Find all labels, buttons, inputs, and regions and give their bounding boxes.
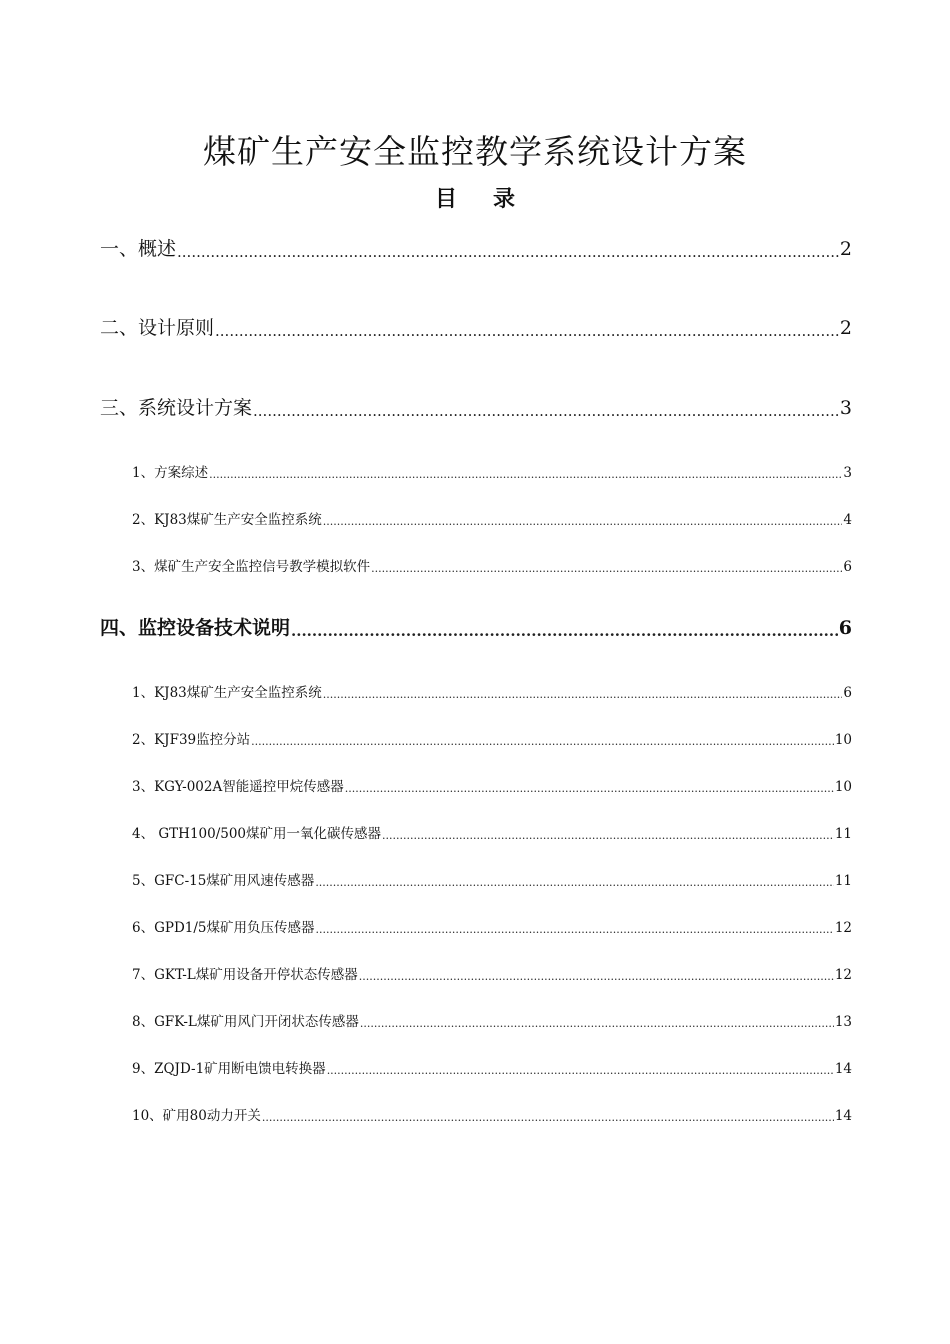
toc-page-number: 12 bbox=[834, 920, 852, 936]
toc-page-number: 12 bbox=[834, 967, 852, 983]
toc-entry-title: 6、GPD1/5煤矿用负压传感器 bbox=[132, 920, 315, 936]
toc-entry-title: 1、KJ83煤矿生产安全监控系统 bbox=[132, 685, 322, 701]
toc-subentry[interactable] bbox=[132, 463, 852, 483]
toc-page-number: 14 bbox=[834, 1108, 852, 1124]
toc-entry-title: 10、矿用80动力开关 bbox=[132, 1108, 261, 1124]
toc-dot-leader bbox=[316, 921, 834, 938]
toc-entry-title: 四、监控设备技术说明 bbox=[100, 617, 291, 639]
toc-entry-overview[interactable] bbox=[100, 235, 852, 263]
toc-dot-leader bbox=[209, 466, 842, 483]
toc-subentry[interactable] bbox=[132, 1012, 852, 1032]
toc-page-number: 6 bbox=[843, 685, 852, 701]
toc-entry-title: 2、KJ83煤矿生产安全监控系统 bbox=[132, 512, 322, 528]
toc-subentry[interactable] bbox=[132, 965, 852, 985]
toc-dot-leader bbox=[359, 968, 834, 985]
toc-heading-char-1: 目 bbox=[434, 187, 457, 212]
toc-entry-title: 8、GFK-L煤矿用风门开闭状态传感器 bbox=[132, 1014, 359, 1030]
toc-entry-title: 3、煤矿生产安全监控信号教学模拟软件 bbox=[132, 559, 371, 575]
toc-page-number: 4 bbox=[843, 512, 852, 528]
toc-dot-leader bbox=[262, 1109, 834, 1126]
toc-entry-design-principles[interactable] bbox=[100, 314, 852, 342]
toc-entry-title: 2、KJF39监控分站 bbox=[132, 732, 251, 748]
toc-entry-equipment-specs[interactable] bbox=[100, 614, 852, 642]
toc-page-number: 13 bbox=[834, 1014, 852, 1030]
toc-page-number: 3 bbox=[839, 397, 852, 419]
toc-entry-title: 4、 GTH100/500煤矿用一氧化碳传感器 bbox=[132, 826, 382, 842]
toc-dot-leader bbox=[251, 733, 834, 750]
toc-subentry[interactable] bbox=[132, 557, 852, 577]
toc-subentry[interactable] bbox=[132, 1106, 852, 1126]
toc-entry-title: 一、概述 bbox=[100, 238, 177, 260]
toc-dot-leader bbox=[215, 320, 839, 342]
toc-page-number: 10 bbox=[834, 779, 852, 795]
toc-page-number: 14 bbox=[834, 1061, 852, 1077]
toc-entry-title: 7、GKT-L煤矿用设备开停状态传感器 bbox=[132, 967, 358, 983]
toc-entry-title: 3、KGY-002A智能遥控甲烷传感器 bbox=[132, 779, 344, 795]
toc-entry-title: 5、GFC-15煤矿用风速传感器 bbox=[132, 873, 315, 889]
toc-heading bbox=[0, 184, 950, 216]
toc-subentry[interactable] bbox=[132, 918, 852, 938]
toc-dot-leader bbox=[327, 1062, 834, 1079]
toc-dot-leader bbox=[360, 1015, 834, 1032]
toc-entry-system-design[interactable] bbox=[100, 394, 852, 422]
toc-page-number: 2 bbox=[839, 317, 852, 339]
toc-page-number: 3 bbox=[843, 465, 852, 481]
toc-dot-leader bbox=[315, 874, 834, 891]
toc-subentry[interactable] bbox=[132, 683, 852, 703]
toc-dot-leader bbox=[345, 780, 834, 797]
toc-page-number: 11 bbox=[834, 873, 852, 889]
toc-page-number: 6 bbox=[843, 559, 852, 575]
toc-entry-title: 二、设计原则 bbox=[100, 317, 215, 339]
toc-subentry[interactable] bbox=[132, 1059, 852, 1079]
toc-dot-leader bbox=[323, 686, 843, 703]
toc-dot-leader bbox=[253, 400, 839, 422]
toc-page-number: 2 bbox=[839, 238, 852, 260]
toc-subentry[interactable] bbox=[132, 871, 852, 891]
toc-dot-leader bbox=[371, 560, 842, 577]
document-title: 煤矿生产安全监控教学系统设计方案 bbox=[203, 132, 747, 171]
toc-dot-leader bbox=[291, 620, 838, 642]
toc-entry-title: 三、系统设计方案 bbox=[100, 397, 253, 419]
toc-dot-leader bbox=[382, 827, 834, 844]
toc-subentry[interactable] bbox=[132, 824, 852, 844]
toc-subentry[interactable] bbox=[132, 510, 852, 530]
toc-subentry[interactable] bbox=[132, 730, 852, 750]
toc-entry-title: 1、方案综述 bbox=[132, 465, 209, 481]
toc-dot-leader bbox=[177, 241, 839, 263]
toc-subentry[interactable] bbox=[132, 777, 852, 797]
toc-entry-title: 9、ZQJD-1矿用断电馈电转换器 bbox=[132, 1061, 326, 1077]
toc-heading-char-2: 录 bbox=[493, 187, 516, 212]
toc-page-number: 6 bbox=[838, 617, 852, 639]
toc-page-number: 11 bbox=[834, 826, 852, 842]
toc-page-number: 10 bbox=[834, 732, 852, 748]
toc-dot-leader bbox=[323, 513, 843, 530]
